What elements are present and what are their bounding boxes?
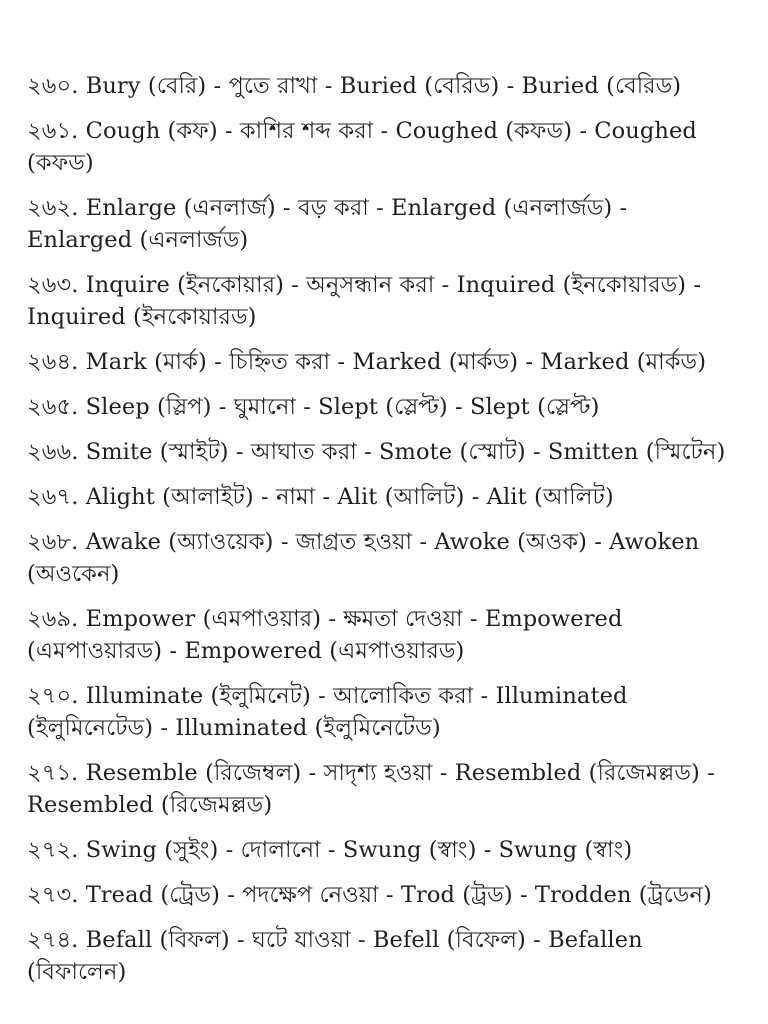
verb-entry-269: ২৬৯. Empower (এমপাওয়ার) - ক্ষমতা দেওয়া - Empowered (এমপাওয়ারড) - Empowered (এমপাওয়ারড): [27, 606, 623, 664]
verb-entry-272: ২৭২. Swing (সুইং) - দোলানো - Swung (স্বাং) - Swung (স্বাং): [27, 837, 633, 863]
verb-entry-264: ২৬৪. Mark (মার্ক) - চিহ্নিত করা - Marked (মার্কড) - Marked (মার্কড): [27, 349, 707, 375]
verb-entry-266: ২৬৬. Smite (স্মাইট) - আঘাত করা - Smote (স্মোট) - Smitten (স্মিটেন): [27, 439, 726, 465]
verb-entry-267: ২৬৭. Alight (আলাইট) - নামা - Alit (আলিট) - Alit (আলিট): [27, 484, 614, 510]
verb-entry-268: ২৬৮. Awake (অ্যাওয়েক) - জাগ্রত হওয়া - Awoke (অওক) - Awoken (অওকেন): [27, 529, 700, 587]
verb-entry-265: ২৬৫. Sleep (স্লিপ) - ঘুমানো - Slept (স্লেপ্ট) - Slept (স্লেপ্ট): [27, 394, 600, 420]
verb-entry-262: ২৬২. Enlarge (এনলার্জ) - বড় করা - Enlarged (এনলার্জড) - Enlarged (এনলার্জড): [27, 195, 628, 253]
verb-entry-263: ২৬৩. Inquire (ইনকোয়ার) - অনুসন্ধান করা - Inquired (ইনকোয়ারড) - Inquired (ইনকোয়ারড): [27, 272, 702, 330]
verb-list: [27, 70, 727, 1001]
verb-entry-270: ২৭০. Illuminate (ইলুমিনেট) - আলোকিত করা - Illuminated (ইলুমিনেটেড) - Illuminated (ইলুমিনেটেড): [27, 683, 628, 741]
verb-entry-274: ২৭৪. Befall (বিফল) - ঘটে যাওয়া - Befell (বিফেল) - Befallen (বিফালেন): [27, 927, 643, 985]
verb-entry-261: ২৬১. Cough (কফ) - কাশির শব্দ করা - Coughed (কফড) - Coughed (কফড): [27, 118, 697, 176]
verb-entry-273: ২৭৩. Tread (ট্রেড) - পদক্ষেপ নেওয়া - Trod (ট্রড) - Trodden (ট্রডেন): [27, 882, 712, 908]
verb-entry-260: ২৬০. Bury (বেরি) - পুতে রাখা - Buried (বেরিড) - Buried (বেরিড): [27, 73, 682, 99]
verb-entry-271: ২৭১. Resemble (রিজেম্বল) - সাদৃশ্য হওয়া - Resembled (রিজেমল্লড) - Resembled (রিজেমল্লড): [27, 760, 715, 818]
